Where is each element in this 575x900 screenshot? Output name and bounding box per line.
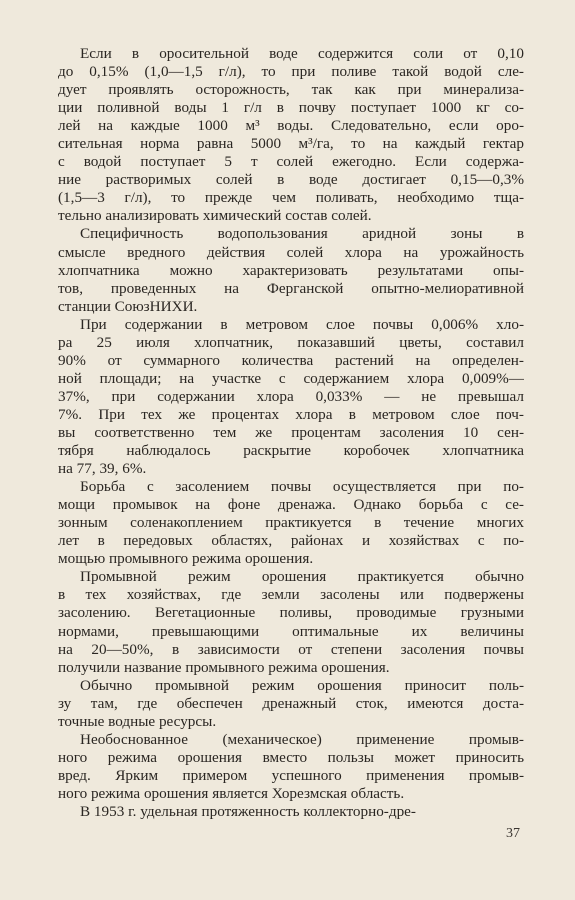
text-line: Борьба с засолением почвы осуществляется при по-	[80, 478, 524, 496]
text-line: дует проявлять осторожность, так как при минерализа-	[58, 81, 524, 99]
text-line: ра 25 июля хлопчатник, показавший цветы, составил	[58, 333, 524, 351]
text-line: в тех хозяйствах, где земли засолены или подвержены	[58, 586, 524, 604]
text-line: лет в передовых областях, районах и хозяйствах с по-	[58, 532, 524, 550]
text-line: Обычно промывной режим орошения приносит поль-	[80, 676, 524, 694]
text-line: В 1953 г. удельная протяженность коллекторно-дре-	[80, 802, 416, 820]
text-line: с водой поступает 5 т солей ежегодно. Если содержа-	[58, 153, 524, 171]
body-text	[58, 45, 524, 821]
text-line: Необоснованное (механическое) применение промыв-	[80, 730, 524, 748]
text-line: Специфичность водопользования аридной зоны в	[80, 225, 524, 243]
text-line: хлопчатника можно характеризовать результатами опы-	[58, 261, 524, 279]
paragraph	[58, 803, 524, 821]
text-line: (1,5—3 г/л), то прежде чем поливать, необходимо тща-	[58, 189, 524, 207]
paragraph	[58, 568, 524, 676]
text-line: сительная норма равна 5000 м³/га, то на каждый гектар	[58, 135, 524, 153]
text-line: нормами, превышающими оптимальные их величины	[58, 622, 524, 640]
paragraph	[58, 677, 524, 731]
paragraph	[58, 478, 524, 568]
text-line: вы соответственно тем же процентам засоления 10 сен-	[58, 423, 524, 441]
text-line: мощи промывок на фоне дренажа. Однако борьба с се-	[58, 496, 524, 514]
text-line: смысле вредного действия солей хлора на урожайность	[58, 243, 524, 261]
text-line: При содержании в метровом слое почвы 0,006% хло-	[80, 315, 524, 333]
text-line: вред. Ярким примером успешного применения промыв-	[58, 766, 524, 784]
text-line: ного режима орошения является Хорезмская область.	[58, 784, 405, 802]
paragraph	[58, 316, 524, 478]
text-line: зу там, где обеспечен дренажный сток, имеются доста-	[58, 694, 524, 712]
text-line: Если в оросительной воде содержится соли от 0,10	[80, 45, 524, 62]
text-line: тов, проведенных на Ферганской опытно-мелиоративной	[58, 279, 524, 297]
text-line: лей на каждые 1000 м³ воды. Следовательно, если оро-	[58, 117, 524, 135]
text-line: 37%, при содержании хлора 0,033% — не превышал	[58, 387, 524, 405]
page-number: 37	[506, 826, 520, 841]
text-line: получили название промывного режима орошения.	[58, 658, 390, 676]
text-line: ной площади; на участке с содержанием хлора 0,009%—	[58, 369, 524, 387]
text-line: станции СоюзНИХИ.	[58, 297, 198, 315]
text-line: ции поливной воды 1 г/л в почву поступает 1000 кг со-	[58, 99, 524, 117]
text-line: до 0,15% (1,0—1,5 г/л), то при поливе такой водой сле-	[58, 63, 524, 81]
text-line: 7%. При тех же процентах хлора в метровом слое поч-	[58, 405, 524, 423]
text-line: мощью промывного режима орошения.	[58, 550, 314, 568]
text-line: тября наблюдалось раскрытие коробочек хлопчатника	[58, 442, 524, 460]
paragraph	[58, 45, 524, 225]
text-line: тельно анализировать химический состав солей.	[58, 207, 372, 225]
text-line: Промывной режим орошения практикуется обычно	[80, 568, 524, 586]
paragraph	[58, 731, 524, 803]
text-line: засолению. Вегетационные поливы, проводимые грузными	[58, 604, 524, 622]
text-line: ние растворимых солей в воде достигает 0,15—0,3%	[58, 171, 524, 189]
paragraph	[58, 225, 524, 315]
text-line: 90% от суммарного количества растений на определен-	[58, 351, 524, 369]
text-line: на 77, 39, 6%.	[58, 460, 147, 478]
text-line: на 20—50%, в зависимости от степени засоления почвы	[58, 640, 524, 658]
text-line: зонным соленакоплением практикуется в течение многих	[58, 514, 524, 532]
text-line: ного режима орошения вместо пользы может приносить	[58, 748, 524, 766]
text-line: точные водные ресурсы.	[58, 712, 217, 730]
